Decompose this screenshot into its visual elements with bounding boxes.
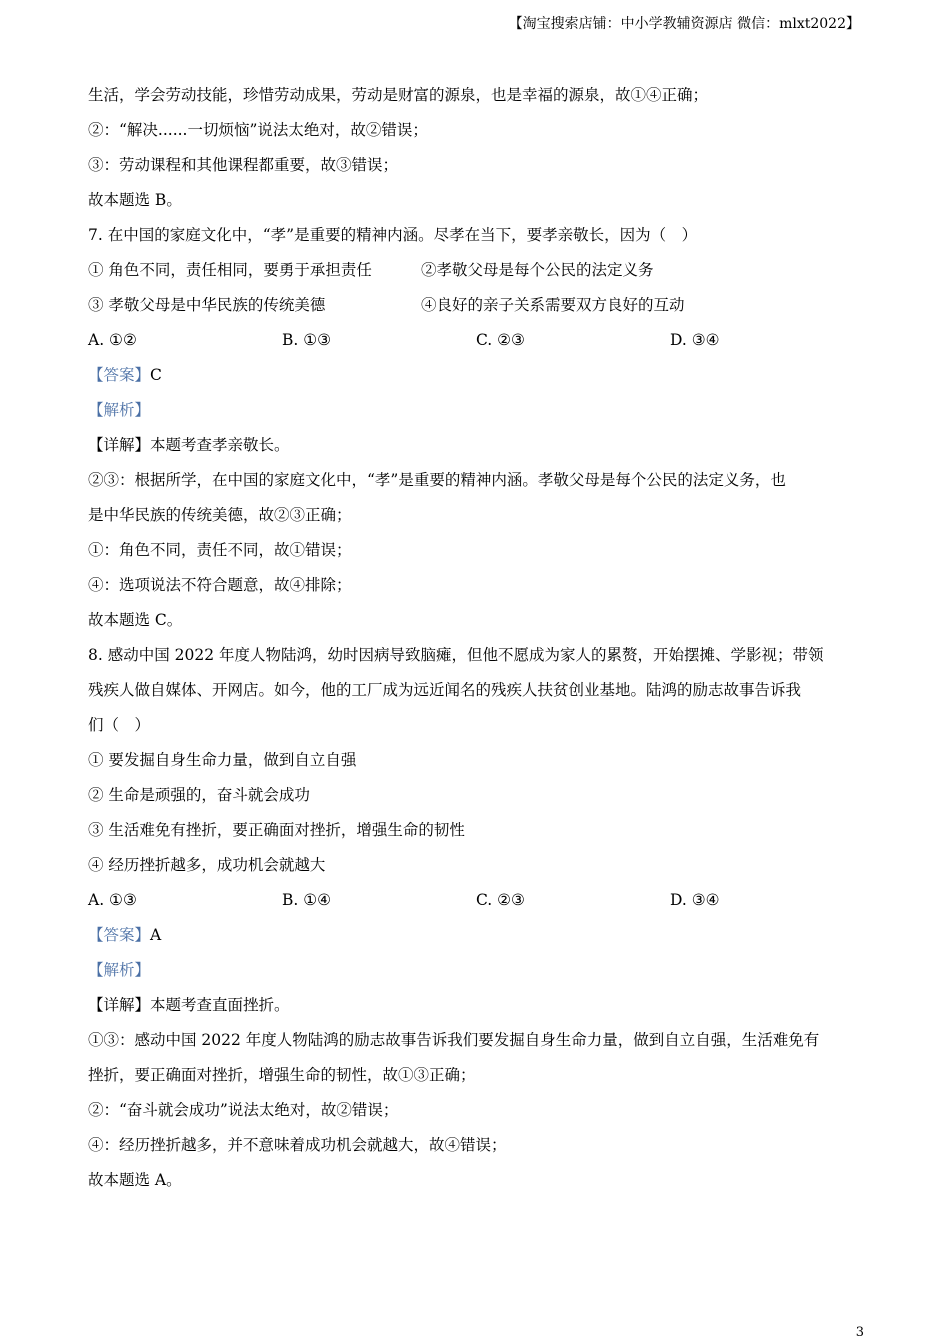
option-d: D. ③④ — [670, 891, 720, 909]
question-7-stem: 7. 在中国的家庭文化中，“孝”是重要的精神内涵。尽孝在当下，要孝亲敬长，因为（ ） — [88, 226, 698, 244]
explanation-line: 是中华民族的传统美德，故②③正确； — [88, 506, 352, 524]
question-8-options — [88, 883, 868, 918]
text-line: ②：“解决......一切烦恼”说法太绝对，故②错误； — [88, 121, 428, 139]
question-7-options — [88, 323, 868, 358]
explanation-line: ①：角色不同，责任不同，故①错误； — [88, 541, 352, 559]
explanation-line: ①③：感动中国 2022 年度人物陆鸿的励志故事告诉我们要发掘自身生命力量，做到自立自强，生活难免有 — [88, 1031, 820, 1049]
page-header: 【淘宝搜索店铺：中小学教辅资源店 微信：mlxt2022】 — [508, 16, 860, 32]
statement-3: ③ 生活难免有挫折，要正确面对挫折，增强生命的韧性 — [88, 821, 465, 839]
text-line: 故本题选 B。 — [88, 191, 182, 209]
question-7-statements-row-2 — [88, 288, 868, 323]
option-b: B. ①③ — [282, 331, 332, 349]
explanation-line: ④：选项说法不符合题意，故④排除； — [88, 576, 352, 594]
question-7-statements-row-1 — [88, 253, 868, 288]
question-8-answer — [88, 918, 868, 953]
statement-3: ③ 孝敬父母是中华民族的传统美德 — [88, 296, 326, 314]
question-7-answer — [88, 358, 868, 393]
page-number: 3 — [855, 1325, 864, 1340]
option-b: B. ①④ — [282, 891, 332, 909]
detail-line: 【详解】本题考查直面挫折。 — [88, 996, 290, 1014]
question-8-stem: 8. 感动中国 2022 年度人物陆鸿，幼时因病导致脑瘫，但他不愿成为家人的累赘，开始摆摊、学影视；带领 — [88, 646, 824, 664]
question-8-stem: 残疾人做自媒体、开网店。如今，他的工厂成为远近闻名的残疾人扶贫创业基地。陆鸿的励志故事告诉我 — [88, 681, 802, 699]
explanation-line: ②③：根据所学，在中国的家庭文化中，“孝”是重要的精神内涵。孝敬父母是每个公民的法定义务，也 — [88, 471, 786, 489]
text-line: ③：劳动课程和其他课程都重要，故③错误； — [88, 156, 399, 174]
option-c: C. ②③ — [476, 891, 525, 909]
analysis-tag: 【解析】 — [88, 401, 151, 419]
statement-2: ② 生命是顽强的，奋斗就会成功 — [88, 786, 310, 804]
statement-2: ②孝敬父母是每个公民的法定义务 — [421, 261, 654, 279]
explanation-line: ②：“奋斗就会成功”说法太绝对，故②错误； — [88, 1101, 399, 1119]
statement-4: ④良好的亲子关系需要双方良好的互动 — [421, 296, 685, 314]
question-8-stem: 们（ ） — [88, 716, 151, 734]
answer-value: C — [150, 366, 162, 384]
text-line: 生活，学会劳动技能，珍惜劳动成果，劳动是财富的源泉，也是幸福的源泉，故①④正确； — [88, 86, 709, 104]
answer-value: A — [150, 926, 162, 944]
option-a: A. ①③ — [88, 891, 137, 909]
statement-1: ① 角色不同，责任相同，要勇于承担责任 — [88, 261, 372, 279]
conclusion-line: 故本题选 C。 — [88, 611, 183, 629]
explanation-line: 挫折，要正确面对挫折，增强生命的韧性，故①③正确； — [88, 1066, 476, 1084]
explanation-line: ④：经历挫折越多，并不意味着成功机会就越大，故④错误； — [88, 1136, 507, 1154]
option-a: A. ①② — [88, 331, 137, 349]
answer-tag: 【答案】 — [88, 366, 151, 384]
option-c: C. ②③ — [476, 331, 525, 349]
statement-4: ④ 经历挫折越多，成功机会就越大 — [88, 856, 326, 874]
document-body — [88, 78, 868, 1198]
detail-line: 【详解】本题考查孝亲敬长。 — [88, 436, 290, 454]
conclusion-line: 故本题选 A。 — [88, 1171, 182, 1189]
option-d: D. ③④ — [670, 331, 720, 349]
answer-tag: 【答案】 — [88, 926, 151, 944]
analysis-tag: 【解析】 — [88, 961, 151, 979]
statement-1: ① 要发掘自身生命力量，做到自立自强 — [88, 751, 357, 769]
